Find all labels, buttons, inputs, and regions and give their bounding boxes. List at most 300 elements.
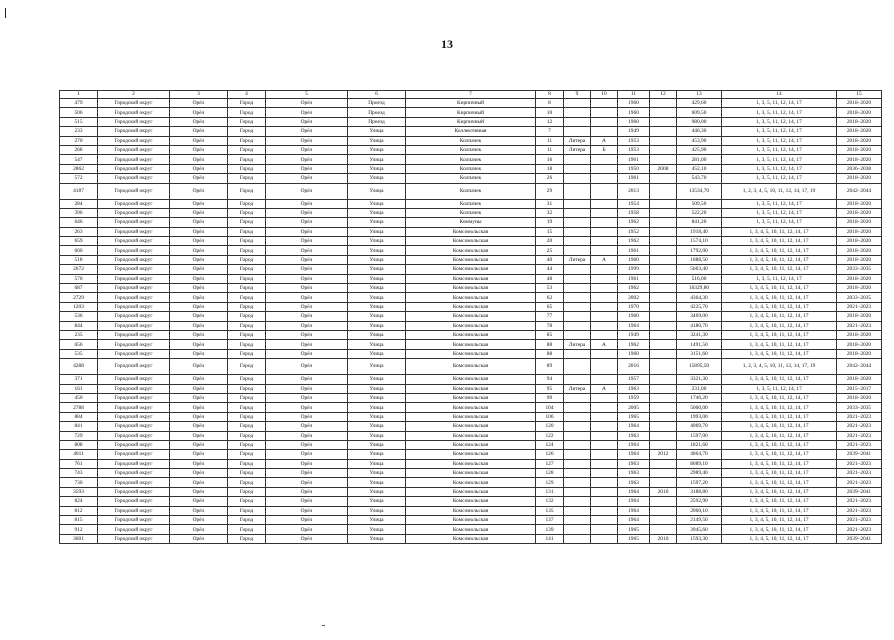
letter-cell	[591, 293, 618, 302]
build-year-cell: 1953	[618, 145, 650, 154]
repair-year-cell	[650, 525, 677, 534]
area-cell: 10329,80	[677, 284, 722, 293]
build-year-cell: 1964	[618, 321, 650, 330]
street-name-cell: Комсомольская	[406, 459, 536, 468]
municipality-type-cell: Городской округ	[98, 108, 170, 117]
letter-label-cell	[564, 208, 591, 217]
municipality-type-cell: Городской округ	[98, 487, 170, 496]
municipality-type-cell: Городской округ	[98, 393, 170, 402]
build-year-cell: 1963	[618, 469, 650, 478]
settlement-cell: Орёл	[266, 459, 348, 468]
letter-cell	[591, 359, 618, 375]
table-row	[60, 155, 882, 164]
street-name-cell: Комсомольская	[406, 534, 536, 543]
works-list-cell: 1, 3, 4, 5, 10, 11, 12, 14, 17	[722, 340, 837, 349]
record-id-cell: 646	[60, 218, 98, 227]
works-list-cell: 1, 3, 4, 5, 10, 11, 12, 14, 17	[722, 431, 837, 440]
street-type-cell: Улица	[348, 199, 406, 208]
street-type-cell: Улица	[348, 302, 406, 311]
area-cell: 452,10	[677, 164, 722, 173]
settlement-type-cell: Город	[228, 450, 266, 459]
municipality-cell: Орёл	[170, 459, 228, 468]
letter-label-cell	[564, 497, 591, 506]
repair-year-cell	[650, 255, 677, 264]
street-name-cell: Комсомольская	[406, 525, 536, 534]
street-type-cell: Улица	[348, 525, 406, 534]
street-name-cell: Коллективная	[406, 127, 536, 136]
settlement-cell: Орёл	[266, 227, 348, 236]
settlement-type-cell: Город	[228, 440, 266, 449]
municipality-type-cell: Городской округ	[98, 237, 170, 246]
street-name-cell: Колпачек	[406, 199, 536, 208]
repair-period-cell: 2018–2020	[837, 349, 882, 358]
table-row	[60, 237, 882, 246]
municipality-type-cell: Городской округ	[98, 375, 170, 384]
column-number-8: 8	[536, 91, 564, 99]
settlement-cell: Орёл	[266, 487, 348, 496]
settlement-type-cell: Город	[228, 349, 266, 358]
record-id-cell: 743	[60, 469, 98, 478]
build-year-cell: 1960	[618, 99, 650, 108]
municipality-cell: Орёл	[170, 255, 228, 264]
repair-year-cell	[650, 108, 677, 117]
works-list-cell: 1, 3, 4, 5, 10, 11, 12, 14, 17	[722, 440, 837, 449]
municipality-cell: Орёл	[170, 422, 228, 431]
repair-period-cell: 2033–2035	[837, 403, 882, 412]
settlement-type-cell: Город	[228, 412, 266, 421]
settlement-cell: Орёл	[266, 265, 348, 274]
letter-cell	[591, 174, 618, 183]
record-id-cell: 4011	[60, 450, 98, 459]
repair-period-cell: 2018–2020	[837, 284, 882, 293]
street-name-cell: Комсомольская	[406, 312, 536, 321]
letter-label-cell	[564, 469, 591, 478]
build-year-cell: 1961	[618, 246, 650, 255]
build-year-cell: 1964	[618, 506, 650, 515]
municipality-type-cell: Городской округ	[98, 199, 170, 208]
street-type-cell: Улица	[348, 497, 406, 506]
street-type-cell: Улица	[348, 155, 406, 164]
area-cell: 3241,30	[677, 330, 722, 339]
letter-cell	[591, 218, 618, 227]
build-year-cell: 1960	[618, 312, 650, 321]
repair-period-cell: 2018–2020	[837, 108, 882, 117]
street-name-cell: Комсомольская	[406, 506, 536, 515]
settlement-type-cell: Город	[228, 516, 266, 525]
record-id-cell: 518	[60, 255, 98, 264]
area-cell: 13534,70	[677, 183, 722, 199]
settlement-cell: Орёл	[266, 108, 348, 117]
repair-period-cell: 2018–2020	[837, 155, 882, 164]
build-year-cell: 1961	[618, 155, 650, 164]
letter-label-cell	[564, 237, 591, 246]
settlement-type-cell: Город	[228, 506, 266, 515]
letter-cell	[591, 127, 618, 136]
letter-label-cell	[564, 321, 591, 330]
repair-year-cell	[650, 246, 677, 255]
street-name-cell: Колпачек	[406, 145, 536, 154]
table-row	[60, 218, 882, 227]
house-number-cell: 11	[536, 145, 564, 154]
repair-period-cell: 2021–2023	[837, 321, 882, 330]
settlement-cell: Орёл	[266, 312, 348, 321]
house-number-cell: 137	[536, 516, 564, 525]
municipality-type-cell: Городской округ	[98, 478, 170, 487]
municipality-type-cell: Городской округ	[98, 497, 170, 506]
house-number-cell: 32	[536, 208, 564, 217]
settlement-type-cell: Город	[228, 459, 266, 468]
municipality-type-cell: Городской округ	[98, 412, 170, 421]
area-cell: 1491,50	[677, 340, 722, 349]
letter-cell	[591, 164, 618, 173]
letter-label-cell: Литера	[564, 136, 591, 145]
municipality-type-cell: Городской округ	[98, 525, 170, 534]
letter-cell	[591, 431, 618, 440]
municipality-cell: Орёл	[170, 284, 228, 293]
repair-period-cell: 2021–2023	[837, 412, 882, 421]
street-type-cell: Улица	[348, 330, 406, 339]
letter-label-cell	[564, 478, 591, 487]
municipality-type-cell: Городской округ	[98, 506, 170, 515]
settlement-cell: Орёл	[266, 393, 348, 402]
letter-label-cell	[564, 265, 591, 274]
settlement-cell: Орёл	[266, 534, 348, 543]
housing-register-table	[59, 90, 882, 544]
repair-year-cell	[650, 293, 677, 302]
municipality-cell: Орёл	[170, 227, 228, 236]
repair-year-cell	[650, 237, 677, 246]
record-id-cell: 1203	[60, 302, 98, 311]
street-type-cell: Улица	[348, 459, 406, 468]
letter-cell	[591, 349, 618, 358]
build-year-cell: 1957	[618, 375, 650, 384]
settlement-type-cell: Город	[228, 136, 266, 145]
repair-period-cell: 2033–2035	[837, 265, 882, 274]
record-id-cell: 729	[60, 431, 98, 440]
municipality-cell: Орёл	[170, 525, 228, 534]
letter-label-cell	[564, 330, 591, 339]
column-number-1: 1	[60, 91, 98, 99]
letter-cell	[591, 393, 618, 402]
record-id-cell: 3601	[60, 534, 98, 543]
municipality-cell: Орёл	[170, 534, 228, 543]
letter-cell	[591, 183, 618, 199]
repair-period-cell: 2042–2044	[837, 183, 882, 199]
works-list-cell: 1, 2, 3, 4, 5, 10, 11, 12, 14, 17, 19	[722, 183, 837, 199]
record-id-cell: 233	[60, 127, 98, 136]
column-number-2: 2	[98, 91, 170, 99]
street-name-cell: Колпачек	[406, 174, 536, 183]
repair-period-cell: 2021–2023	[837, 459, 882, 468]
house-number-cell: 53	[536, 284, 564, 293]
build-year-cell: 1965	[618, 412, 650, 421]
letter-label-cell	[564, 117, 591, 126]
record-id-cell: 844	[60, 321, 98, 330]
repair-year-cell	[650, 265, 677, 274]
settlement-cell: Орёл	[266, 136, 348, 145]
letter-label-cell	[564, 293, 591, 302]
street-type-cell: Улица	[348, 174, 406, 183]
build-year-cell: 1958	[618, 208, 650, 217]
works-list-cell: 1, 3, 4, 5, 10, 11, 12, 14, 17	[722, 375, 837, 384]
letter-cell	[591, 375, 618, 384]
letter-label-cell	[564, 487, 591, 496]
house-number-cell: 62	[536, 293, 564, 302]
repair-period-cell: 2018–2020	[837, 375, 882, 384]
municipality-cell: Орёл	[170, 136, 228, 145]
letter-cell	[591, 525, 618, 534]
letter-cell	[591, 99, 618, 108]
letter-cell	[591, 478, 618, 487]
settlement-type-cell: Город	[228, 199, 266, 208]
build-year-cell: 1961	[618, 174, 650, 183]
repair-year-cell	[650, 412, 677, 421]
record-id-cell: 912	[60, 525, 98, 534]
letter-cell	[591, 459, 618, 468]
house-number-cell: 89	[536, 359, 564, 375]
street-name-cell: Комсомольская	[406, 227, 536, 236]
house-number-cell: 77	[536, 312, 564, 321]
area-cell: 3469,00	[677, 312, 722, 321]
area-cell: 453,90	[677, 136, 722, 145]
municipality-cell: Орёл	[170, 321, 228, 330]
municipality-cell: Орёл	[170, 218, 228, 227]
letter-label-cell: Литера	[564, 384, 591, 393]
build-year-cell: 1960	[618, 255, 650, 264]
municipality-type-cell: Городской округ	[98, 284, 170, 293]
municipality-type-cell: Городской округ	[98, 422, 170, 431]
municipality-type-cell: Городской округ	[98, 174, 170, 183]
area-cell: 425,90	[677, 145, 722, 154]
municipality-cell: Орёл	[170, 340, 228, 349]
letter-label-cell	[564, 284, 591, 293]
settlement-type-cell: Город	[228, 227, 266, 236]
letter-cell: Б	[591, 145, 618, 154]
repair-period-cell: 2018–2020	[837, 274, 882, 283]
repair-year-cell	[650, 174, 677, 183]
build-year-cell: 2013	[618, 183, 650, 199]
street-name-cell: Комсомольская	[406, 487, 536, 496]
table-header-row	[60, 91, 882, 99]
table-row	[60, 422, 882, 431]
repair-year-cell	[650, 218, 677, 227]
table-row	[60, 534, 882, 543]
area-cell: 2060,10	[677, 506, 722, 515]
settlement-cell: Орёл	[266, 375, 348, 384]
table-row	[60, 487, 882, 496]
table-row	[60, 384, 882, 393]
municipality-type-cell: Городской округ	[98, 218, 170, 227]
settlement-cell: Орёл	[266, 155, 348, 164]
table-row	[60, 246, 882, 255]
works-list-cell: 1, 3, 4, 5, 10, 11, 12, 14, 17	[722, 469, 837, 478]
letter-label-cell	[564, 534, 591, 543]
municipality-cell: Орёл	[170, 99, 228, 108]
works-list-cell: 1, 2, 3, 4, 5, 10, 11, 12, 14, 17, 19	[722, 359, 837, 375]
municipality-type-cell: Городской округ	[98, 99, 170, 108]
settlement-cell: Орёл	[266, 506, 348, 515]
street-name-cell: Комсомольская	[406, 349, 536, 358]
repair-period-cell: 2039–2041	[837, 534, 882, 543]
street-type-cell: Улица	[348, 359, 406, 375]
letter-label-cell	[564, 164, 591, 173]
build-year-cell: 1960	[618, 117, 650, 126]
house-number-cell: 124	[536, 440, 564, 449]
settlement-type-cell: Город	[228, 255, 266, 264]
letter-cell: А	[591, 384, 618, 393]
build-year-cell: 1964	[618, 497, 650, 506]
letter-label-cell	[564, 227, 591, 236]
letter-cell	[591, 497, 618, 506]
letter-cell	[591, 506, 618, 515]
street-type-cell: Улица	[348, 265, 406, 274]
repair-year-cell: 2008	[650, 164, 677, 173]
letter-label-cell	[564, 312, 591, 321]
house-number-cell: 11	[536, 136, 564, 145]
record-id-cell: 479	[60, 99, 98, 108]
area-cell: 3151,60	[677, 349, 722, 358]
area-cell: 1918,40	[677, 227, 722, 236]
street-name-cell: Комсомольская	[406, 255, 536, 264]
area-cell: 231,00	[677, 384, 722, 393]
record-id-cell: 659	[60, 237, 98, 246]
municipality-type-cell: Городской округ	[98, 384, 170, 393]
repair-year-cell	[650, 469, 677, 478]
street-name-cell: Комсомольская	[406, 293, 536, 302]
house-number-cell: 127	[536, 459, 564, 468]
settlement-type-cell: Город	[228, 265, 266, 274]
street-type-cell: Улица	[348, 183, 406, 199]
street-name-cell: Комсомольская	[406, 330, 536, 339]
street-type-cell: Улица	[348, 227, 406, 236]
build-year-cell: 1963	[618, 384, 650, 393]
house-number-cell: 122	[536, 431, 564, 440]
area-cell: 1993,00	[677, 412, 722, 421]
settlement-cell: Орёл	[266, 403, 348, 412]
letter-label-cell	[564, 525, 591, 534]
build-year-cell: 1963	[618, 478, 650, 487]
repair-period-cell: 2021–2023	[837, 422, 882, 431]
settlement-type-cell: Город	[228, 108, 266, 117]
letter-cell	[591, 227, 618, 236]
works-list-cell: 1, 3, 4, 5, 10, 11, 12, 14, 17	[722, 487, 837, 496]
municipality-cell: Орёл	[170, 274, 228, 283]
repair-year-cell	[650, 284, 677, 293]
repair-year-cell	[650, 117, 677, 126]
street-type-cell: Улица	[348, 384, 406, 393]
repair-period-cell: 2042–2044	[837, 359, 882, 375]
street-type-cell: Улица	[348, 422, 406, 431]
works-list-cell: 1, 3, 5, 11, 12, 14, 17	[722, 164, 837, 173]
build-year-cell: 1970	[618, 302, 650, 311]
letter-cell: А	[591, 136, 618, 145]
street-type-cell: Улица	[348, 164, 406, 173]
street-name-cell: Комсомольская	[406, 478, 536, 487]
repair-period-cell: 2039–2041	[837, 450, 882, 459]
municipality-cell: Орёл	[170, 330, 228, 339]
letter-cell	[591, 321, 618, 330]
works-list-cell: 1, 3, 4, 5, 10, 11, 12, 14, 17	[722, 459, 837, 468]
street-name-cell: Кирпичный	[406, 108, 536, 117]
street-name-cell: Комсомольская	[406, 431, 536, 440]
house-number-cell: 16	[536, 155, 564, 164]
repair-period-cell: 2021–2023	[837, 497, 882, 506]
municipality-cell: Орёл	[170, 359, 228, 375]
repair-period-cell: 2018–2020	[837, 255, 882, 264]
build-year-cell: 1964	[618, 516, 650, 525]
column-number-15: 15	[837, 91, 882, 99]
letter-label-cell	[564, 403, 591, 412]
municipality-cell: Орёл	[170, 469, 228, 478]
table-row	[60, 403, 882, 412]
record-id-cell: 730	[60, 478, 98, 487]
letter-cell	[591, 274, 618, 283]
repair-year-cell	[650, 155, 677, 164]
street-type-cell: Улица	[348, 440, 406, 449]
works-list-cell: 1, 3, 5, 11, 12, 14, 17	[722, 384, 837, 393]
record-id-cell: 570	[60, 274, 98, 283]
works-list-cell: 1, 3, 4, 5, 10, 11, 12, 14, 17	[722, 227, 837, 236]
repair-period-cell: 2018–2020	[837, 330, 882, 339]
works-list-cell: 1, 3, 4, 5, 10, 11, 12, 14, 17	[722, 422, 837, 431]
table-row	[60, 284, 882, 293]
house-number-cell: 128	[536, 469, 564, 478]
municipality-cell: Орёл	[170, 384, 228, 393]
municipality-type-cell: Городской округ	[98, 469, 170, 478]
street-type-cell: Улица	[348, 284, 406, 293]
repair-year-cell	[650, 384, 677, 393]
record-id-cell: 600	[60, 246, 98, 255]
repair-year-cell	[650, 99, 677, 108]
build-year-cell: 1960	[618, 108, 650, 117]
letter-label-cell	[564, 375, 591, 384]
table-row	[60, 321, 882, 330]
column-number-6: 6	[348, 91, 406, 99]
table-row	[60, 359, 882, 375]
area-cell: 2592,90	[677, 497, 722, 506]
build-year-cell: 1959	[618, 393, 650, 402]
build-year-cell: 1963	[618, 431, 650, 440]
street-type-cell: Улица	[348, 506, 406, 515]
repair-year-cell	[650, 227, 677, 236]
settlement-cell: Орёл	[266, 302, 348, 311]
street-name-cell: Колпачек	[406, 208, 536, 217]
letter-label-cell: Литера	[564, 255, 591, 264]
record-id-cell: 263	[60, 227, 98, 236]
municipality-cell: Орёл	[170, 375, 228, 384]
house-number-cell: 44	[536, 265, 564, 274]
record-id-cell: 506	[60, 108, 98, 117]
repair-period-cell: 2018–2020	[837, 227, 882, 236]
area-cell: 3188,80	[677, 487, 722, 496]
works-list-cell: 1, 3, 4, 5, 10, 11, 12, 14, 17	[722, 321, 837, 330]
repair-period-cell: 2021–2023	[837, 440, 882, 449]
street-type-cell: Улица	[348, 321, 406, 330]
area-cell: 4180,70	[677, 321, 722, 330]
house-number-cell: 141	[536, 534, 564, 543]
municipality-type-cell: Городской округ	[98, 459, 170, 468]
page-number: 13	[441, 37, 453, 51]
build-year-cell: 1965	[618, 534, 650, 543]
street-type-cell: Улица	[348, 478, 406, 487]
settlement-cell: Орёл	[266, 340, 348, 349]
municipality-type-cell: Городской округ	[98, 403, 170, 412]
repair-period-cell: 2018–2020	[837, 117, 882, 126]
area-cell: 522,20	[677, 208, 722, 217]
settlement-type-cell: Город	[228, 330, 266, 339]
municipality-cell: Орёл	[170, 155, 228, 164]
settlement-cell: Орёл	[266, 525, 348, 534]
